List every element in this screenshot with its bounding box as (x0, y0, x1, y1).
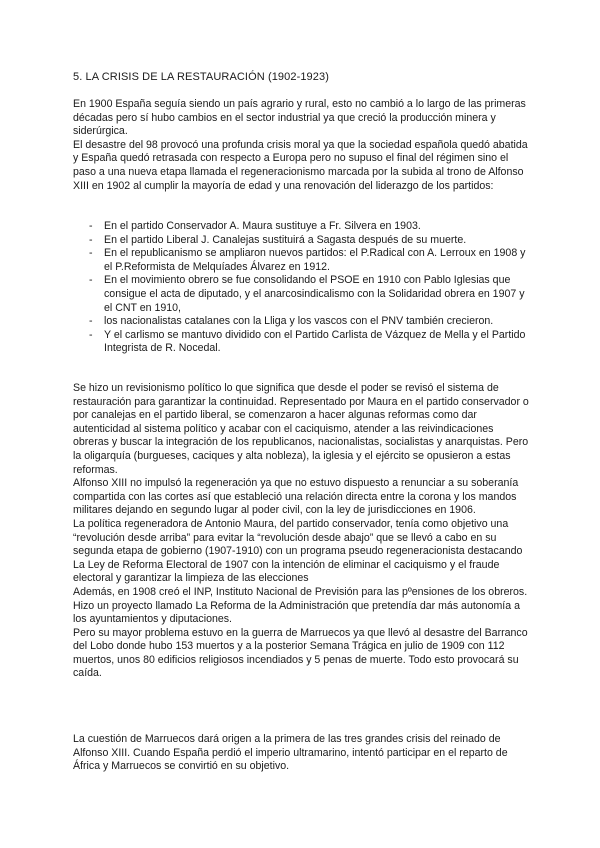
paragraph-inp: Además, en 1908 creó el INP, Instituto Nacional de Previsión para las pºensiones de los obreros. Hizo un proyecto llamado La Reforma de la Administración que pretendía dar más autonomía a los ayuntamientos y diputaciones. (73, 585, 528, 626)
bullet-dash: - (89, 328, 93, 341)
list-item-text: En el republicanismo se ampliaron nuevos partidos: el P.Radical con A. Lerroux en 1908 y el P.Reformista de Melquíades Álvarez en 1912. (104, 247, 526, 273)
paragraph-intro-2: El desastre del 98 provocó una profunda crisis moral ya que la sociedad española quedó abatida y España quedó retrasada con respecto a Europa pero no supuso el final del régimen sino el paso a una nueva etapa llamada el regeneracionismo marcada por la subida al trono de Alfonso XIII en 1902 al cumplir la mayoría de edad y una renovación del liderazgo de los partidos: (73, 138, 528, 192)
list-item-text: En el partido Liberal J. Canalejas sustituirá a Sagasta después de su muerte. (104, 233, 467, 246)
bullet-dash: - (89, 247, 93, 260)
paragraph-revisionismo: Se hizo un revisionismo político lo que significa que desde el poder se revisó el sistema de restauración para garantizar la continuidad. Representado por Maura en el partido conservador o por canalejas en el partido liberal, se comenzaron a hacer algunas reformas como dar autenticidad al sistema político y acabar con el caciquismo, atender a las reivindicaciones obreras y buscar la integración de los republicanos, nacionalistas, socialistas y anarquistas. Pero la oligarquía (burgueses, caciques y alta nobleza), la iglesia y el ejército se opusieron a estas reformas. (73, 382, 529, 476)
party-leadership-list-section (73, 220, 531, 356)
list-item-text: los nacionalistas catalanes con la Lliga y los vascos con el PNV también crecieron. (104, 315, 494, 328)
paragraph-alfonso-xiii: Alfonso XIII no impulsó la regeneración ya que no estuvo dispuesto a renunciar a su soberanía compartida con las cortes así que estableció una relación directa entre la corona y los mandos militares dejando en segundo lugar al poder civil, con la ley de jurisdicciones en 1906. (73, 477, 519, 517)
list-item (73, 329, 531, 356)
paragraph-intro-1: En 1900 España seguía siendo un país agrario y rural, esto no cambió a lo largo de las primeras décadas pero sí hubo cambios en el sector industrial ya que creció la producción minera y siderúrgica. (73, 98, 526, 138)
document-title: 5. LA CRISIS DE LA RESTAURACIÓN (1902-1923) (73, 71, 329, 83)
paragraph-marruecos-guerra: Pero su mayor problema estuvo en la guerra de Marruecos ya que llevó al desastre del Barranco del Lobo donde hubo 153 muertos y a la posterior Semana Trágica en julio de 1909 con 112 muertos, unos 80 edificios religiosos incendiados y 5 penas de muerte. Todo esto provocará su caída. (73, 626, 528, 680)
list-item-text: Y el carlismo se mantuvo dividido con el Partido Carlista de Vázquez de Mella y el Partido Integrista de R. Nocedal. (104, 328, 526, 355)
list-item (73, 274, 531, 315)
closing-section (73, 733, 531, 774)
bullet-dash: - (89, 233, 93, 246)
paragraph-maura-politica: La política regeneradora de Antonio Maura, del partido conservador, tenía como objetivo una “revolución desde arriba” para evitar la “revolución desde abajo” que se llevó a cabo en su segunda etapa de gobierno (1907-1910) con un programa pseudo regeneracionista destacando La Ley de Reforma Electoral de 1907 con la intención de eliminar el caciquismo y el fraude electoral y garantizar la limpieza de las elecciones (73, 517, 523, 585)
list-item-text: En el partido Conservador A. Maura sustituye a Fr. Silvera en 1903. (104, 220, 421, 232)
bullet-dash: - (89, 220, 93, 232)
list-item (73, 247, 531, 274)
list-item (73, 315, 531, 329)
paragraph-cuestion-marruecos: La cuestión de Marruecos dará origen a la primera de las tres grandes crisis del reinado de Alfonso XIII. Cuando España perdió el imperio ultramarino, intentó participar en el reparto de África y Marruecos se convirtió en su objetivo. (73, 733, 508, 773)
bullet-dash: - (89, 274, 93, 287)
list-item (73, 234, 531, 248)
list-item (73, 220, 531, 234)
reform-section (73, 382, 531, 681)
bullet-dash: - (89, 315, 93, 328)
list-item-text: En el movimiento obrero se fue consolidando el PSOE en 1910 con Pablo Iglesias que consigue el acta de diputado, y el anarcosindicalismo con la Solidaridad obrera en 1907 y el CNT en 1910, (104, 274, 525, 314)
intro-section (73, 98, 531, 193)
party-leadership-list (73, 220, 531, 356)
